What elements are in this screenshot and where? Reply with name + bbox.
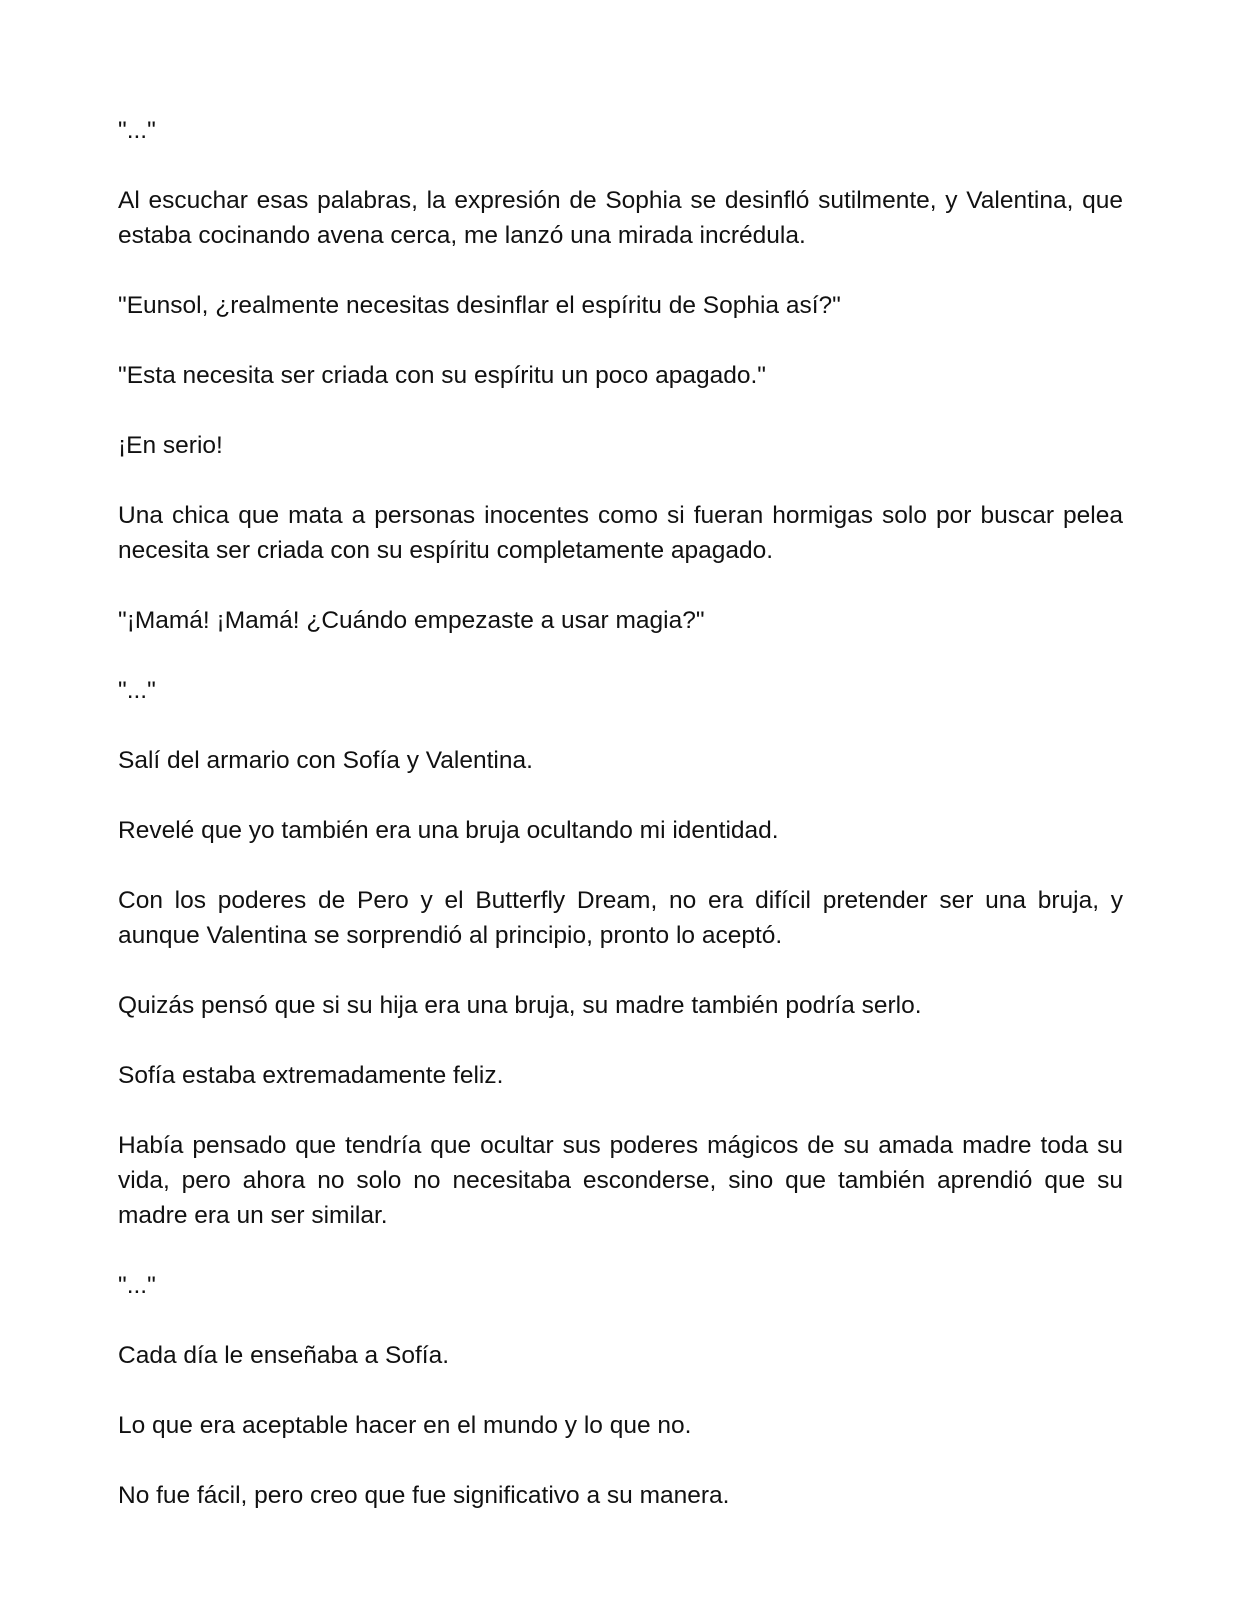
paragraph-mama-question: "¡Mamá! ¡Mamá! ¿Cuándo empezaste a usar magia?"	[118, 607, 705, 634]
document-body	[118, 113, 1123, 1513]
paragraph-ellipsis-3: "..."	[118, 1272, 156, 1299]
paragraph-powers-of-pero: Con los poderes de Pero y el Butterfly Dream, no era difícil pretender ser una bruja, y aunque Valentina se sorprendió al principio, pronto lo aceptó.	[118, 887, 1123, 949]
paragraph-not-easy: No fue fácil, pero creo que fue significativo a su manera.	[118, 1482, 730, 1509]
paragraph-maybe-thought: Quizás pensó que si su hija era una bruja, su madre también podría serlo.	[118, 992, 922, 1019]
paragraph-acceptable: Lo que era aceptable hacer en el mundo y lo que no.	[118, 1412, 692, 1439]
paragraph-eunsol-reply: "Esta necesita ser criada con su espíritu un poco apagado."	[118, 362, 766, 389]
paragraph-valentina-question: "Eunsol, ¿realmente necesitas desinflar el espíritu de Sophia así?"	[118, 292, 841, 319]
paragraph-left-closet: Salí del armario con Sofía y Valentina.	[118, 747, 533, 774]
paragraph-ellipsis-2: "..."	[118, 677, 156, 704]
paragraph-en-serio: ¡En serio!	[118, 432, 223, 459]
paragraph-had-thought: Había pensado que tendría que ocultar sus poderes mágicos de su amada madre toda su vida, pero ahora no solo no necesitaba esconderse, sino que también aprendió que su madre era un ser similar.	[118, 1132, 1123, 1229]
paragraph-ellipsis-1: "..."	[118, 117, 156, 144]
paragraph-revealed-witch: Revelé que yo también era una bruja ocultando mi identidad.	[118, 817, 779, 844]
paragraph-each-day: Cada día le enseñaba a Sofía.	[118, 1342, 450, 1369]
paragraph-girl-kills: Una chica que mata a personas inocentes como si fueran hormigas solo por buscar pelea necesita ser criada con su espíritu completamente apagado.	[118, 502, 1123, 564]
paragraph-sophia-expression: Al escuchar esas palabras, la expresión de Sophia se desinfló sutilmente, y Valentina, que estaba cocinando avena cerca, me lanzó una mirada incrédula.	[118, 187, 1123, 249]
paragraph-sofia-happy: Sofía estaba extremadamente feliz.	[118, 1062, 504, 1089]
